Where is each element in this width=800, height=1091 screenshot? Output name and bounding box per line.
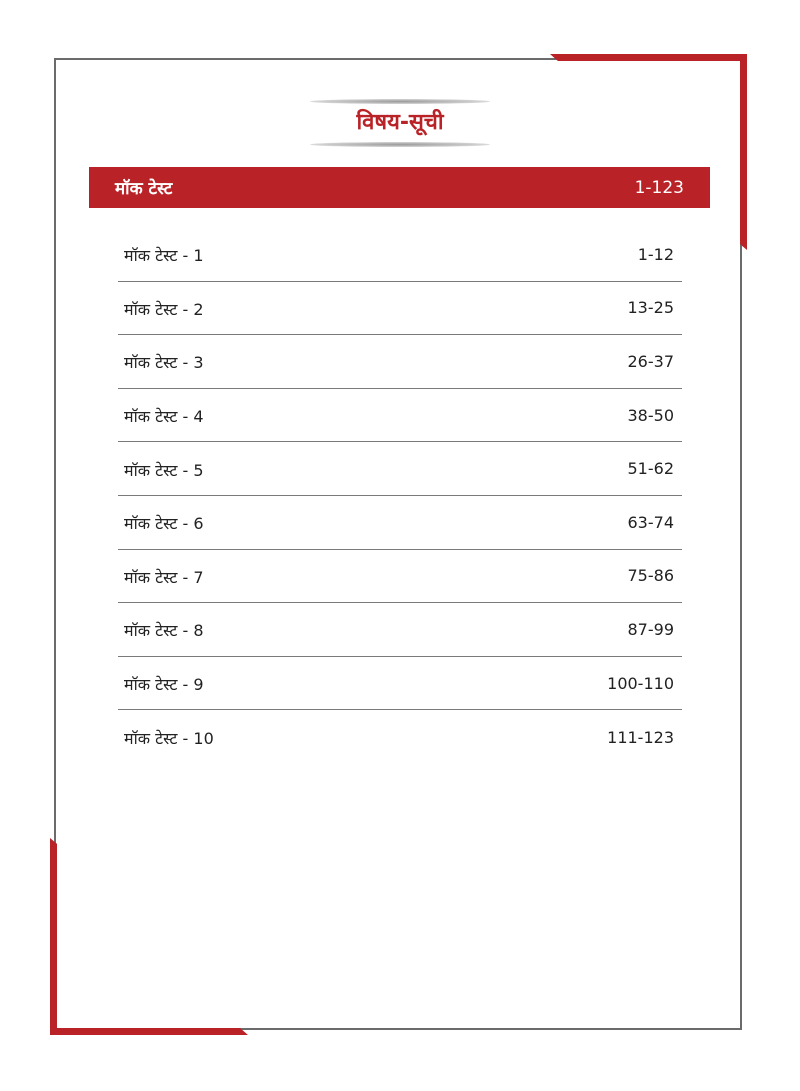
- toc-row[interactable]: [118, 496, 682, 550]
- toc-pages: 100-110: [607, 673, 674, 693]
- title-block: [310, 96, 490, 154]
- toc-pages: 51-62: [627, 459, 674, 479]
- toc-pages: 26-37: [627, 351, 674, 371]
- toc-row[interactable]: [118, 282, 682, 336]
- section-header[interactable]: [89, 167, 710, 208]
- toc-label: मॉक टेस्ट - 5: [124, 460, 204, 480]
- toc-pages: 75-86: [627, 566, 674, 586]
- toc-pages: 63-74: [627, 512, 674, 532]
- toc-row[interactable]: [118, 550, 682, 604]
- toc-pages: 87-99: [627, 619, 674, 639]
- title-rule-top: [310, 99, 490, 104]
- toc-row[interactable]: [118, 603, 682, 657]
- toc-label: मॉक टेस्ट - 6: [124, 514, 204, 534]
- toc-label: मॉक टेस्ट - 10: [124, 729, 214, 749]
- toc-pages: 38-50: [627, 405, 674, 425]
- section-label: मॉक टेस्ट: [115, 179, 173, 199]
- toc-label: मॉक टेस्ट - 1: [124, 246, 204, 266]
- toc-label: मॉक टेस्ट - 8: [124, 621, 204, 641]
- page-title: विषय-सूची: [356, 110, 444, 135]
- toc-row[interactable]: [118, 710, 682, 764]
- corner-accent-bottom-left: [50, 1028, 248, 1035]
- corner-accent-top-right: [550, 54, 747, 61]
- toc-row[interactable]: [118, 335, 682, 389]
- toc-row[interactable]: [118, 228, 682, 282]
- toc-row[interactable]: [118, 657, 682, 711]
- toc-pages: 111-123: [607, 727, 674, 747]
- corner-accent-bottom-left-vertical: [50, 838, 57, 1035]
- title-rule-bottom: [310, 142, 490, 147]
- toc-row[interactable]: [118, 442, 682, 496]
- toc-pages: 1-12: [637, 244, 674, 264]
- corner-accent-top-right-vertical: [740, 54, 747, 250]
- section-pages: 1-123: [634, 177, 684, 198]
- toc-list: [118, 228, 682, 764]
- toc-row[interactable]: [118, 389, 682, 443]
- toc-pages: 13-25: [627, 298, 674, 318]
- toc-label: मॉक टेस्ट - 3: [124, 353, 204, 373]
- toc-label: मॉक टेस्ट - 2: [124, 299, 204, 319]
- toc-label: मॉक टेस्ट - 4: [124, 407, 204, 427]
- toc-label: मॉक टेस्ट - 7: [124, 567, 204, 587]
- toc-label: मॉक टेस्ट - 9: [124, 675, 204, 695]
